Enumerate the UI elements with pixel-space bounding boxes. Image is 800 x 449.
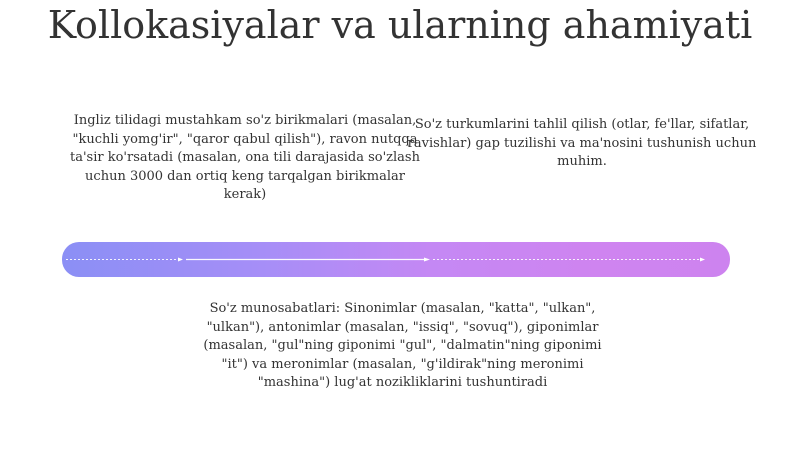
timeline-arrows: [62, 242, 730, 277]
text-block-word-relations: So'z munosabatlari: Sinonimlar (masalan, "katta", "ulkan", "ulkan"), antonimlar (masalan, "issiq", "sovuq"), giponimlar (masalan, "gul"ning giponimi "gul", "dalmatin"ning giponimi "it") va meronimlar (masalan, "g'ildirak"ning meronimi "mashina") lug'at nozikliklarini tushuntiradi: [203, 301, 602, 391]
arrow-head-icon: [700, 258, 705, 262]
arrow-head-icon: [178, 258, 183, 262]
timeline-bar: [62, 242, 730, 277]
arrow-head-icon: [424, 258, 430, 262]
slide-title: Kollokasiyalar va ularning ahamiyati: [47, 3, 753, 47]
text-block-collocations: Ingliz tilidagi mustahkam so'z birikmalari (masalan, "kuchli yomg'ir", "qaror qabul qilish"), ravon nutqqa ta'sir ko'rsatadi (masalan, ona tili darajasida so'zlash uchun 3000 dan ortiq keng tarqalgan birikmalar kerak): [70, 113, 420, 203]
text-block-parts-of-speech: So'z turkumlarini tahlil qilish (otlar, fe'llar, sifatlar, ravishlar) gap tuzilishi va ma'nosini tushunish uchun muhim.: [407, 117, 757, 170]
